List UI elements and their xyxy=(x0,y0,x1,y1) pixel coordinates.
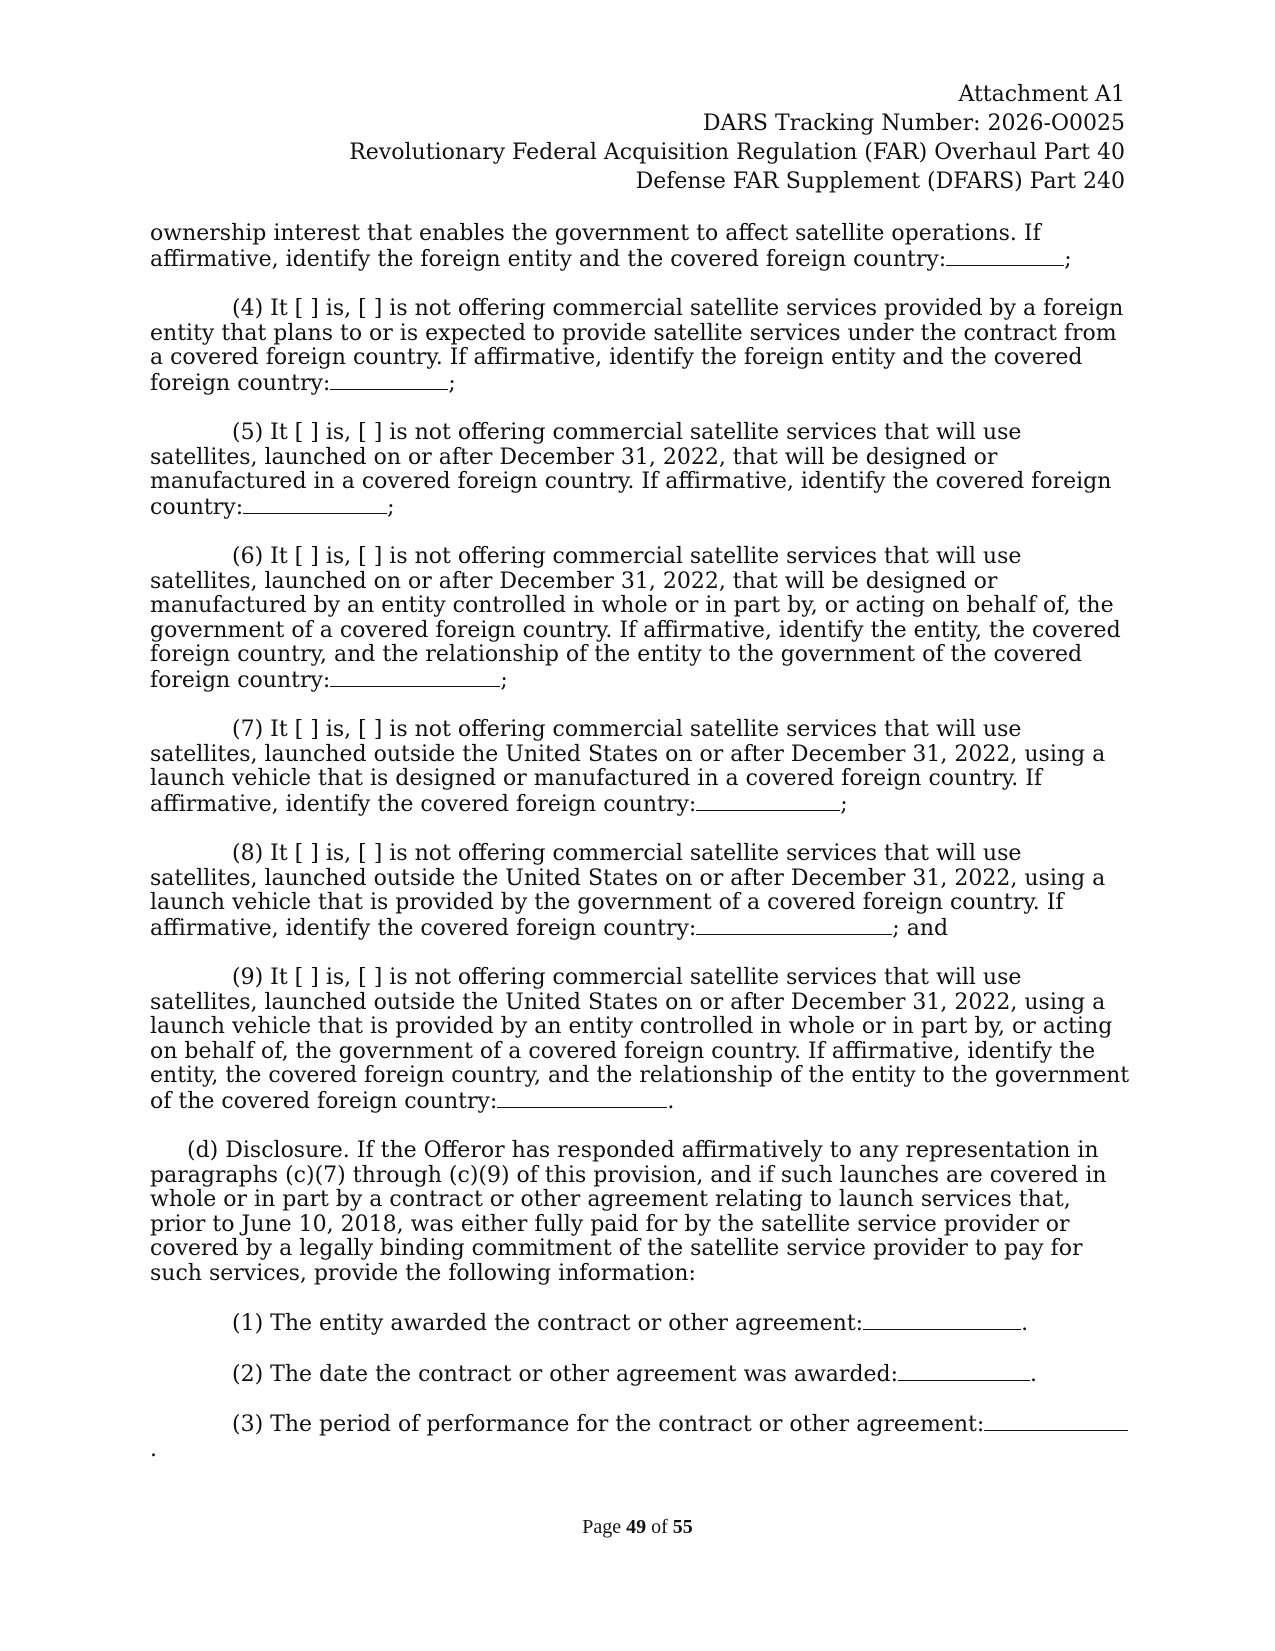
document-header xyxy=(349,80,1125,196)
page-footer xyxy=(0,1516,1275,1539)
fill-in-blank[interactable] xyxy=(696,916,892,935)
paragraph-end: ; xyxy=(1064,246,1072,272)
paragraph-text: (5) It [ ] is, [ ] is not offering commercial satellite services that will use satellites, launched on or after December 31, 2022, that will be designed or manufactured in a covered foreign country. If affirmative, identify the covered foreign country: xyxy=(150,420,1112,520)
paragraph-d2 xyxy=(150,1362,1130,1388)
fill-in-blank[interactable] xyxy=(898,1362,1030,1381)
paragraph-text: ownership interest that enables the government to affect satellite operations. If affirmative, identify the foreign entity and the covered foreign country: xyxy=(150,221,1041,272)
paragraph-end: . xyxy=(1030,1361,1038,1387)
paragraph-text: (d) Disclosure. If the Offeror has responded affirmatively to any representation in paragraphs (c)(7) through (c)(9) of this provision, and if such launches are covered in whole or in part by a contract or other agreement relating to launch services that, prior to June 10, 2018, was either fully paid for by the satellite service provider or covered by a legally binding commitment of the satellite service provider to pay for such services, provide the following information: xyxy=(150,1138,1107,1286)
paragraph-text: (8) It [ ] is, [ ] is not offering commercial satellite services that will use satellites, launched outside the United States on or after December 31, 2022, using a launch vehicle that is provided by the government of a covered foreign country. If affirmative, identify the covered foreign country: xyxy=(150,841,1106,941)
paragraph-text: (6) It [ ] is, [ ] is not offering commercial satellite services that will use satellites, launched on or after December 31, 2022, that will be designed or manufactured by an entity controlled in whole or in part by, or acting on behalf of, the government of a covered foreign country. If affirmative, identify the entity, the covered foreign country, and the relationship of the entity to the government of the covered foreign country: xyxy=(150,544,1121,693)
paragraph-d1 xyxy=(150,1311,1130,1337)
page-label: Page xyxy=(582,1516,622,1538)
header-far-part: Revolutionary Federal Acquisition Regulation (FAR) Overhaul Part 40 xyxy=(349,140,1125,165)
fill-in-blank[interactable] xyxy=(863,1311,1021,1330)
fill-in-blank[interactable] xyxy=(330,371,448,390)
header-attachment: Attachment A1 xyxy=(958,82,1125,107)
paragraph-c7 xyxy=(150,718,1130,817)
paragraph-c4 xyxy=(150,297,1130,396)
fill-in-blank[interactable] xyxy=(946,247,1064,266)
paragraph-c5 xyxy=(150,421,1130,520)
paragraph-end: ; xyxy=(500,667,508,693)
paragraph-end: ; and xyxy=(892,915,949,941)
document-body xyxy=(150,222,1130,1487)
paragraph-end: . xyxy=(667,1088,675,1114)
paragraph-end: ; xyxy=(387,494,395,520)
header-dfars-part: Defense FAR Supplement (DFARS) Part 240 xyxy=(635,169,1125,194)
fill-in-blank[interactable] xyxy=(330,668,500,687)
paragraph-end: . xyxy=(150,1436,157,1462)
paragraph-end: ; xyxy=(448,370,456,396)
paragraph-c8 xyxy=(150,842,1130,941)
header-tracking-number: DARS Tracking Number: 2026-O0025 xyxy=(702,111,1125,136)
paragraph-text: (3) The period of performance for the contract or other agreement: xyxy=(232,1412,985,1437)
fill-in-blank[interactable] xyxy=(696,792,840,811)
paragraph-end: ; xyxy=(840,791,848,817)
paragraph-c9 xyxy=(150,966,1130,1114)
paragraph-text: (4) It [ ] is, [ ] is not offering commercial satellite services provided by a foreign entity that plans to or is expected to provide satellite services under the contract from a covered foreign country. If affirmative, identify the foreign entity and the covered foreign country: xyxy=(150,296,1124,396)
fill-in-blank[interactable] xyxy=(984,1412,1128,1431)
paragraph-end: . xyxy=(1021,1311,1029,1336)
paragraph-text: (7) It [ ] is, [ ] is not offering commercial satellite services that will use satellites, launched outside the United States on or after December 31, 2022, using a launch vehicle that is designed or manufactured in a covered foreign country. If affirmative, identify the covered foreign country: xyxy=(150,717,1106,817)
fill-in-blank[interactable] xyxy=(243,495,387,514)
paragraph-d-disclosure xyxy=(150,1139,1130,1286)
paragraph-d3 xyxy=(150,1412,1130,1462)
paragraph-continued xyxy=(150,222,1130,272)
paragraph-c6 xyxy=(150,545,1130,693)
page-number: 49 xyxy=(626,1516,647,1538)
total-pages: 55 xyxy=(672,1516,693,1538)
fill-in-blank[interactable] xyxy=(497,1089,667,1108)
paragraph-text: (1) The entity awarded the contract or other agreement: xyxy=(232,1311,864,1336)
paragraph-text: (2) The date the contract or other agreement was awarded: xyxy=(232,1361,899,1387)
of-label: of xyxy=(651,1516,668,1538)
paragraph-text: (9) It [ ] is, [ ] is not offering commercial satellite services that will use satellites, launched outside the United States on or after December 31, 2022, using a launch vehicle that is provided by an entity controlled in whole or in part by, or acting on behalf of, the government of a covered foreign country. If affirmative, identify the entity, the covered foreign country, and the relationship of the entity to the government of the covered foreign country: xyxy=(150,965,1130,1114)
